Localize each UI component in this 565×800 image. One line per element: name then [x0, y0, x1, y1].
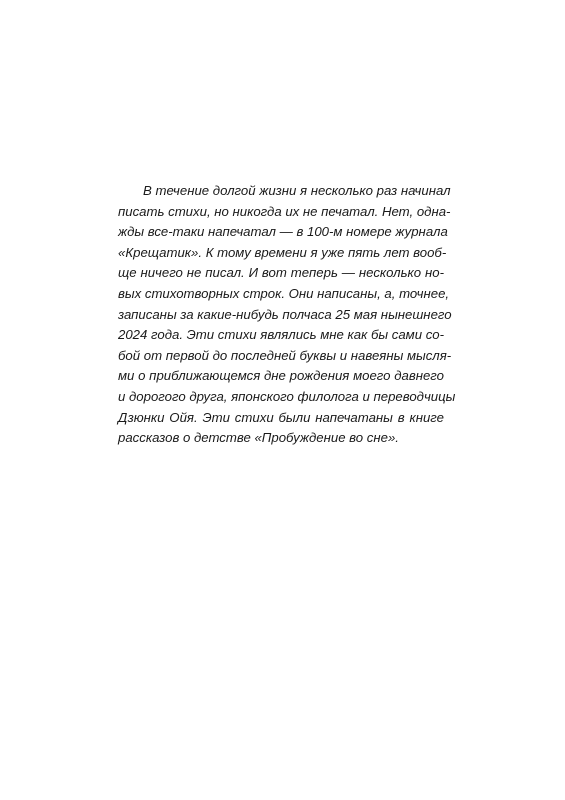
paragraph-line: рассказов о детстве «Пробуждение во сне». [118, 430, 399, 446]
paragraph-line: Дзюнки Ойя. Эти стихи были напечатаны в книге [118, 409, 444, 425]
paragraph-line: вых стихотворных строк. Они написаны, а, точнее, [118, 285, 450, 301]
paragraph-line: ще ничего не писал. И вот теперь — несколько но- [118, 265, 444, 281]
paragraph-line: В течение долгой жизни я несколько раз начинал [143, 183, 451, 198]
paragraph-line: 2024 года. Эти стихи являлись мне как бы сами со- [118, 327, 445, 343]
paragraph-line: бой от первой до последней буквы и навеяны мысля- [118, 347, 452, 363]
paragraph-line: жды все-таки напечатал — в 100-м номере журнала [118, 224, 448, 240]
paragraph-line: и дорогого друга, японского филолога и переводчицы [118, 388, 456, 404]
paragraph-line: «Крещатик». К тому времени я уже пять лет вооб- [118, 244, 447, 260]
paragraph-line: ми о приближающемся дне рождения моего давнего [118, 368, 444, 384]
paragraph-line: писать стихи, но никогда их не печатал. Нет, одна- [118, 203, 451, 219]
paragraph [118, 181, 456, 449]
paragraph-line: записаны за какие-нибудь полчаса 25 мая нынешнего [118, 306, 452, 322]
